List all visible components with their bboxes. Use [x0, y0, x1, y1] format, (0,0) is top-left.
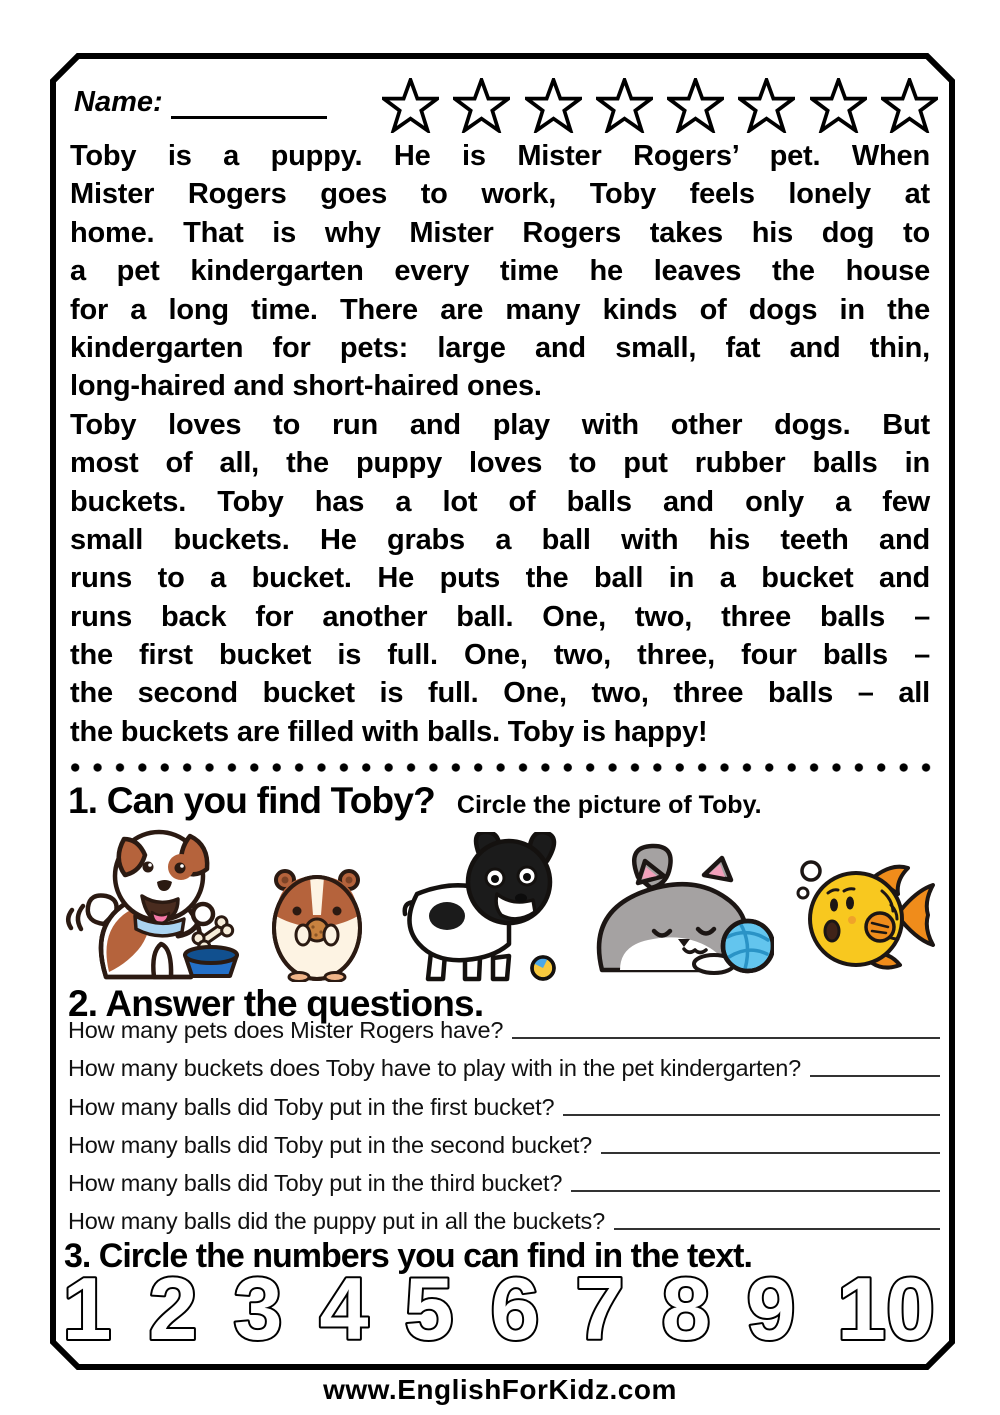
passage-line: long-haired and short-haired ones.	[70, 370, 542, 403]
star-icon[interactable]	[881, 78, 938, 133]
star-icon[interactable]	[382, 78, 439, 133]
answer-blank[interactable]	[601, 1152, 940, 1154]
passage-line: the first bucket is full. One, two, three, four balls –	[70, 639, 930, 672]
guinea-pig-illustration	[261, 864, 373, 982]
question-row	[68, 1044, 940, 1082]
question1-title: 1. Can you find Toby?	[68, 780, 435, 821]
pet-option-guinea-pig[interactable]	[261, 864, 373, 982]
question-text: How many pets does Mister Rogers have?	[68, 1017, 504, 1044]
question-text: How many buckets does Toby have to play with in the pet kindergarten?	[68, 1055, 801, 1082]
question-row	[68, 1006, 940, 1044]
passage-line: the buckets are filled with balls. Toby is happy!	[70, 715, 708, 748]
answer-blank[interactable]	[810, 1075, 940, 1077]
star-icon[interactable]	[525, 78, 582, 133]
number-text: 6	[490, 1259, 540, 1358]
number-text: 10	[836, 1259, 935, 1358]
number-text: 5	[404, 1259, 454, 1358]
answer-blank[interactable]	[571, 1190, 940, 1192]
star-icon[interactable]	[667, 78, 724, 133]
question3-title: 3. Circle the numbers you can find in the text.	[64, 1237, 752, 1275]
question-text: How many balls did Toby put in the third bucket?	[68, 1169, 563, 1196]
passage-line: for a long time. There are many kinds of dogs in the	[70, 293, 930, 326]
question1-heading	[68, 780, 762, 822]
passage-line: buckets. Toby has a lot of balls and only a few	[70, 485, 930, 518]
number-option-1[interactable]	[58, 1259, 116, 1358]
dotted-divider	[64, 763, 942, 772]
question2-title: 2. Answer the questions.	[68, 983, 484, 1024]
footer-url: www.EnglishForKidz.com	[323, 1374, 677, 1405]
star-icon[interactable]	[810, 78, 867, 133]
number-option-5[interactable]	[400, 1259, 458, 1358]
passage-line: Toby loves to run and play with other dogs. But	[70, 408, 930, 441]
number-option-10[interactable]	[828, 1259, 944, 1358]
number-option-4[interactable]	[315, 1259, 373, 1358]
questions-list	[68, 1006, 940, 1235]
number-option-3[interactable]	[229, 1259, 287, 1358]
star-icon[interactable]	[738, 78, 795, 133]
name-blank[interactable]	[171, 80, 327, 119]
pet-option-cat[interactable]	[578, 843, 774, 975]
question-row	[68, 1121, 940, 1159]
number-text: 1	[62, 1259, 112, 1358]
question-row	[68, 1197, 940, 1235]
passage-line: Toby is a puppy. He is Mister Rogers’ pet. When	[70, 140, 930, 172]
answer-blank[interactable]	[614, 1228, 940, 1230]
star-icon[interactable]	[596, 78, 653, 133]
pet-option-dog[interactable]	[62, 824, 240, 982]
question-text: How many balls did Toby put in the second bucket?	[68, 1131, 593, 1158]
cat-with-yarn-illustration	[578, 843, 774, 975]
passage-line: runs to a bucket. He puts the ball in a bucket and	[70, 562, 930, 595]
dog-with-bowl-illustration	[62, 824, 240, 982]
question-text: How many balls did the puppy put in all the buckets?	[68, 1208, 605, 1235]
question-row	[68, 1159, 940, 1197]
reading-passage	[70, 137, 930, 751]
passage-line: kindergarten for pets: large and small, fat and thin,	[70, 331, 930, 364]
question-row	[68, 1082, 940, 1120]
passage-line: a pet kindergarten every time he leaves the house	[70, 255, 930, 288]
number-option-8[interactable]	[657, 1259, 715, 1358]
number-options-row	[58, 1259, 944, 1358]
number-option-2[interactable]	[144, 1259, 202, 1358]
number-option-7[interactable]	[571, 1259, 629, 1358]
number-text: 3	[233, 1259, 283, 1358]
star-rating	[382, 78, 938, 133]
passage-paragraph-2	[70, 406, 930, 752]
number-option-6[interactable]	[486, 1259, 544, 1358]
pet-option-french-bulldog[interactable]	[393, 832, 557, 982]
star-icon[interactable]	[453, 78, 510, 133]
passage-line: home. That is why Mister Rogers takes his dog to	[70, 216, 930, 249]
passage-line: the second bucket is full. One, two, three balls – all	[70, 677, 930, 710]
number-text: 2	[148, 1259, 198, 1358]
goldfish-illustration	[794, 853, 940, 975]
number-text: 8	[661, 1259, 711, 1358]
name-field-row	[74, 80, 327, 119]
passage-line: small buckets. He grabs a ball with his teeth and	[70, 523, 930, 556]
passage-line: Mister Rogers goes to work, Toby feels lonely at	[70, 178, 930, 211]
number-option-9[interactable]	[742, 1259, 800, 1358]
number-text: 9	[746, 1259, 796, 1358]
answer-blank[interactable]	[563, 1114, 940, 1116]
question-text: How many balls did Toby put in the first bucket?	[68, 1093, 555, 1120]
name-label: Name:	[74, 86, 163, 118]
number-text: 4	[319, 1259, 369, 1358]
pet-options-row	[62, 824, 940, 982]
pet-option-fish[interactable]	[794, 853, 940, 975]
passage-line: most of all, the puppy loves to put rubber balls in	[70, 447, 930, 480]
passage-line: runs back for another ball. One, two, three balls –	[70, 600, 930, 633]
answer-blank[interactable]	[512, 1037, 940, 1039]
passage-paragraph-1	[70, 137, 930, 406]
number-text: 7	[575, 1259, 625, 1358]
question1-instruction: Circle the picture of Toby.	[456, 791, 762, 819]
french-bulldog-illustration	[393, 832, 557, 982]
